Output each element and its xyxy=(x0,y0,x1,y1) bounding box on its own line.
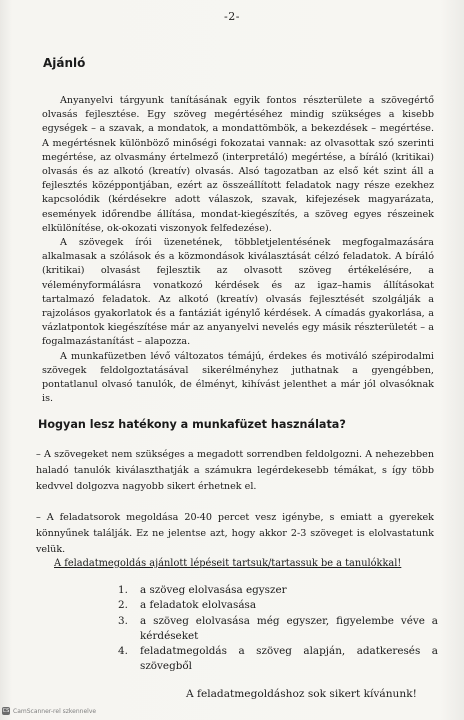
list-item xyxy=(118,614,438,645)
step-number: 4. xyxy=(118,645,128,658)
steps-list xyxy=(118,583,438,675)
step-number: 1. xyxy=(118,584,128,596)
steps-intro: A feladatmegoldás ajánlott lépéseit tartsuk/tartassuk be a tanulókkal! xyxy=(54,558,402,569)
step-text: a szöveg elolvasása egyszer xyxy=(140,584,287,596)
usage-paragraph: – A feladatsorok megoldása 20-40 percet vesz igénybe, s emiatt a gyerekek könnyűnek találják. Ez ne jelentse azt, hogy akkor 2-3 szöveget is elolvastatunk velük. xyxy=(36,512,434,555)
intro-paragraph: Anyanyelvi tárgyunk tanításának egyik fontos részterülete a szövegértő olvasás fejlesztése. Egy szöveg megértéséhez mindig szükséges a kisebb egységek – a szavak, a mondatok, a mondattömbök, a bekezdések – megértése. A megértésnek különböző minőségi fokozatai vannak: az olvasottak szó szerinti megértése, az olvasmány értelmező (interpretáló) megértése, a bíráló (kritikai) olvasás és az alkotó (kreatív) olvasás. Alsó tagozatban az első két szint áll a fejlesztés középpontjában, ezért az összeállított feladatok nagy része ezekhez kapcsolódik (kérdésekre adott válaszok, szavak, kifejezések magyarázata, események időrendbe állítása, mondat-kiegészítés, a szöveg egyes részeinek elkülönítése, ok-okozati viszonyok felfedezése). xyxy=(42,95,434,234)
list-item xyxy=(118,583,438,598)
intro-paragraph: A szövegek írói üzenetének, többletjelentésének megfogalmazására alkalmasak a szólások és a közmondások kiválasztását célzó feladatok. A bíráló (kritikai) olvasást fejlesztik az olvasott szöveg értékelésére, a véleményformálásra vonatkozó kérdések és az igaz–hamis állításokat tartalmazó feladatok. Az alkotó (kreatív) olvasás fejlesztését szolgálják a rajzolásos gyakorlatok és a fantáziát igénylő kérdések. A címadás gyakorlása, a vázlatpontok kiegészítése már az anyanyelvi nevelés egy másik részterületét – a fogalmazástanítást – alapozza. xyxy=(42,237,434,348)
closing-line: A feladatmegoldáshoz sok sikert kívánunk! xyxy=(186,688,417,700)
heading-usage: Hogyan lesz hatékony a munkafüzet használata? xyxy=(38,418,346,431)
step-number: 3. xyxy=(118,614,128,627)
list-item xyxy=(118,598,438,613)
scanner-watermark xyxy=(2,707,96,715)
step-text: a szöveg elolvasása még egyszer, figyelembe véve a kérdéseket xyxy=(140,614,438,642)
step-text: a feladatok elolvasása xyxy=(140,599,257,612)
camscanner-logo-icon: CS xyxy=(2,708,10,714)
usage-paragraph: – A szövegeket nem szükséges a megadott sorrendben feldolgozni. A nehezebben haladó tanulók kiválaszthatják a számukra legérdekesebb témákat, s így több kedvvel dolgozva nagyobb sikert érhetnek el. xyxy=(36,449,434,492)
scanner-text: CamScanner-rel szkennelve xyxy=(13,707,97,715)
intro-section xyxy=(42,94,434,406)
list-item xyxy=(118,644,438,675)
step-number: 2. xyxy=(118,599,128,612)
heading-ajanlo: Ajánló xyxy=(43,56,86,70)
step-text: feladatmegoldás a szöveg alapján, adatkeresés a szövegből xyxy=(140,645,438,673)
page-number: -2- xyxy=(224,10,240,23)
intro-paragraph: A munkafüzetben lévő változatos témájú, érdekes és motiváló szépirodalmi szövegek feldolgoztatásával sikerélményhez juthatnak a gyengébben, pontatlanul olvasó tanulók, de élményt, kihívást jelenthet a már jól olvasóknak is. xyxy=(42,350,434,405)
